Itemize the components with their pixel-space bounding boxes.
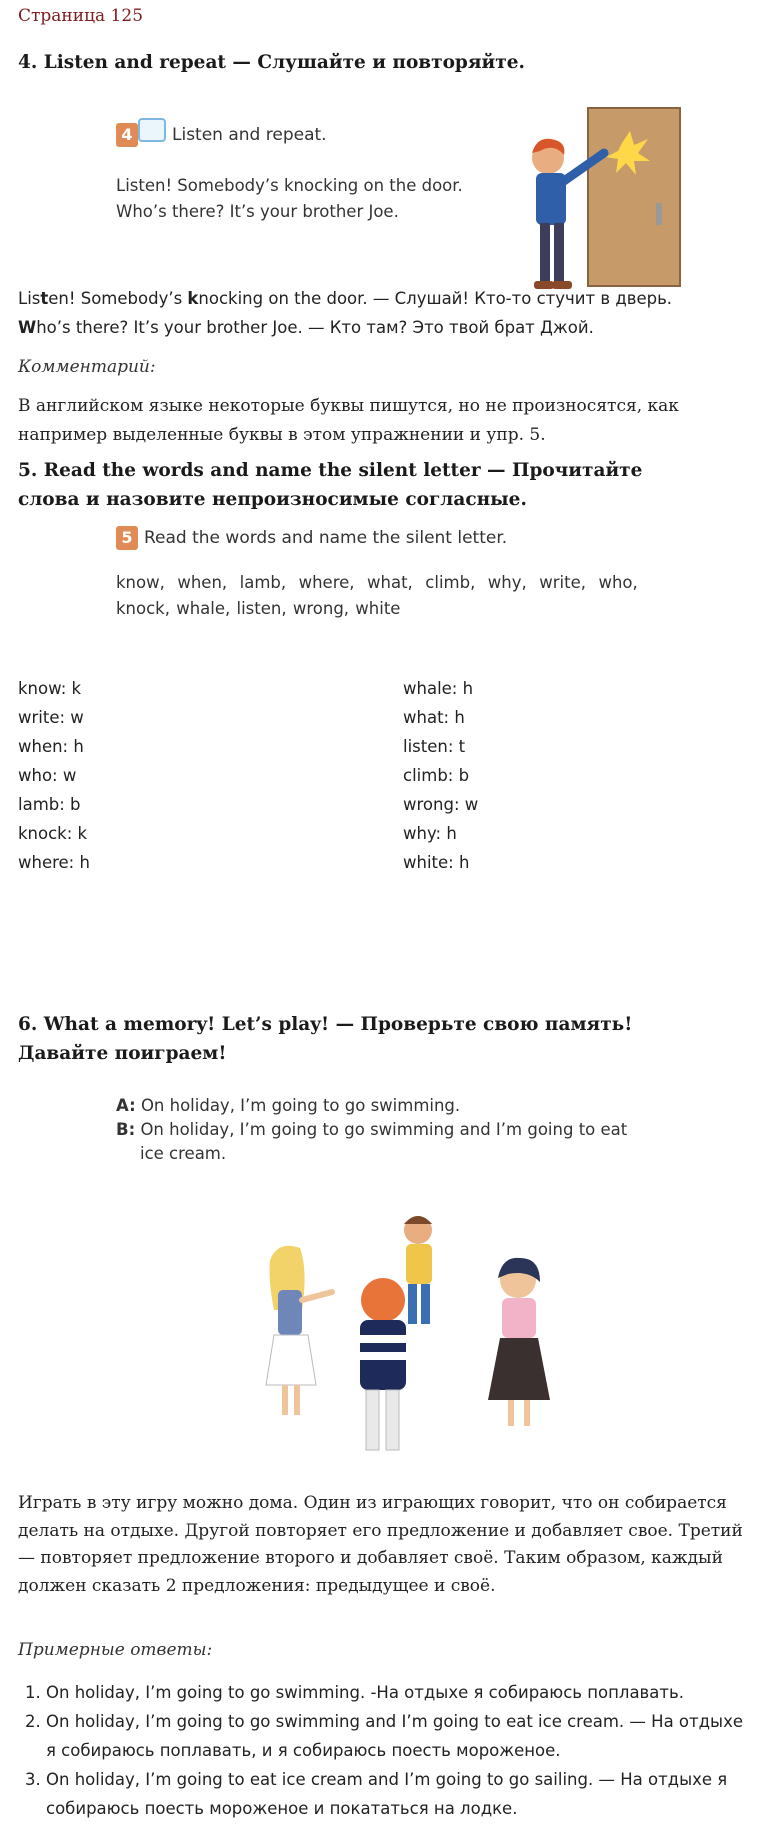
- answer-item: lamb: b: [18, 795, 81, 814]
- sample-answers-label: Примерные ответы:: [18, 1640, 213, 1660]
- ex4-book-line2: Who’s there? It’s your brother Joe.: [116, 202, 399, 221]
- ex5-textbook-image: [88, 520, 688, 630]
- ex4-textbook-image: [88, 95, 688, 310]
- ex4-heading: 4. Listen and repeat — Слушайте и повторяйте.: [18, 52, 525, 73]
- ex6-description: Играть в эту игру можно дома. Один из играющих говорит, что он собирается делать на отдыхе. Другой повторяет его предложение и добавляет свое. Третий — повторяет предложение второго и добавляет своё. Таким образом, каждый должен сказать 2 предложения: предыдущее и своё.: [18, 1493, 743, 1596]
- ex6-textbook-image: [88, 1090, 688, 1500]
- ex4-book-title: Listen and repeat.: [172, 125, 327, 145]
- answer-item: whale: h: [403, 679, 474, 698]
- list-item: 2. On holiday, I’m going to go swimming and I’m going to eat ice cream. — На отдыхе я собираюсь поплавать, и я собираюсь поесть мороженое.: [46, 1707, 758, 1765]
- children-playing-illustration: [228, 1200, 568, 1490]
- list-item: 1. On holiday, I’m going to go swimming. -На отдыхе я собираюсь поплавать.: [46, 1678, 758, 1707]
- ex6-heading: 6. What a memory! Let’s play! — Проверьте свою память! Давайте поиграем!: [18, 1014, 633, 1064]
- ex5-book-title: Read the words and name the silent letter.: [144, 528, 508, 548]
- sample-answers-list: [18, 1678, 758, 1823]
- answer-item: listen: t: [403, 737, 466, 756]
- list-item: 3. On holiday, I’m going to eat ice cream and I’m going to go sailing. — На отдыхе я собираюсь поесть мороженое и покататься на лодке.: [46, 1765, 758, 1823]
- dialog-line-a: A: On holiday, I’m going to go swimming.: [116, 1096, 461, 1115]
- answer-item: where: h: [18, 853, 90, 872]
- exercise-number-badge: 5: [116, 526, 138, 550]
- ex5-book-line1: know, when, lamb, where, what, climb, why, write, who,: [116, 573, 638, 592]
- ex5-answers-right: [403, 674, 478, 877]
- dialog-line-b: B: On holiday, I’m going to go swimming and I’m going to eat: [116, 1120, 628, 1139]
- ex5-book-line2: knock, whale, listen, wrong, white: [116, 599, 401, 618]
- answer-item: wrong: w: [403, 795, 479, 814]
- answer-item: white: h: [403, 853, 470, 872]
- answer-item: what: h: [403, 708, 465, 727]
- boy-knocking-illustration: [518, 103, 688, 303]
- answer-item: climb: b: [403, 766, 470, 785]
- comment-text: В английском языке некоторые буквы пишутся, но не произносятся, как например выделенные буквы в этом упражнении и упр. 5.: [18, 396, 679, 445]
- answer-item: who: w: [18, 766, 77, 785]
- answer-item: write: w: [18, 708, 84, 727]
- ex4-book-line1: Listen! Somebody’s knocking on the door.: [116, 176, 463, 195]
- comment-label: Комментарий:: [18, 357, 156, 377]
- answer-item: know: k: [18, 679, 82, 698]
- ex5-heading: 5. Read the words and name the silent letter — Прочитайте слова и назовите непроизносимые согласные.: [18, 460, 643, 510]
- dialog-line-b-cont: ice cream.: [140, 1144, 227, 1163]
- ex4-answer-line1: Listen! Somebody’s knocking on the door. — Слушай! Кто-то стучит в дверь.: [18, 289, 673, 308]
- answer-item: why: h: [403, 824, 457, 843]
- exercise-number-badge: 4: [116, 123, 138, 147]
- ex5-answers-left: [18, 674, 90, 877]
- audio-icon: [138, 118, 166, 142]
- ex4-answer-line2: Who’s there? It’s your brother Joe. — Кто там? Это твой брат Джой.: [18, 318, 594, 337]
- page-title: Страница 125: [18, 6, 144, 26]
- answer-item: when: h: [18, 737, 84, 756]
- answer-item: knock: k: [18, 824, 88, 843]
